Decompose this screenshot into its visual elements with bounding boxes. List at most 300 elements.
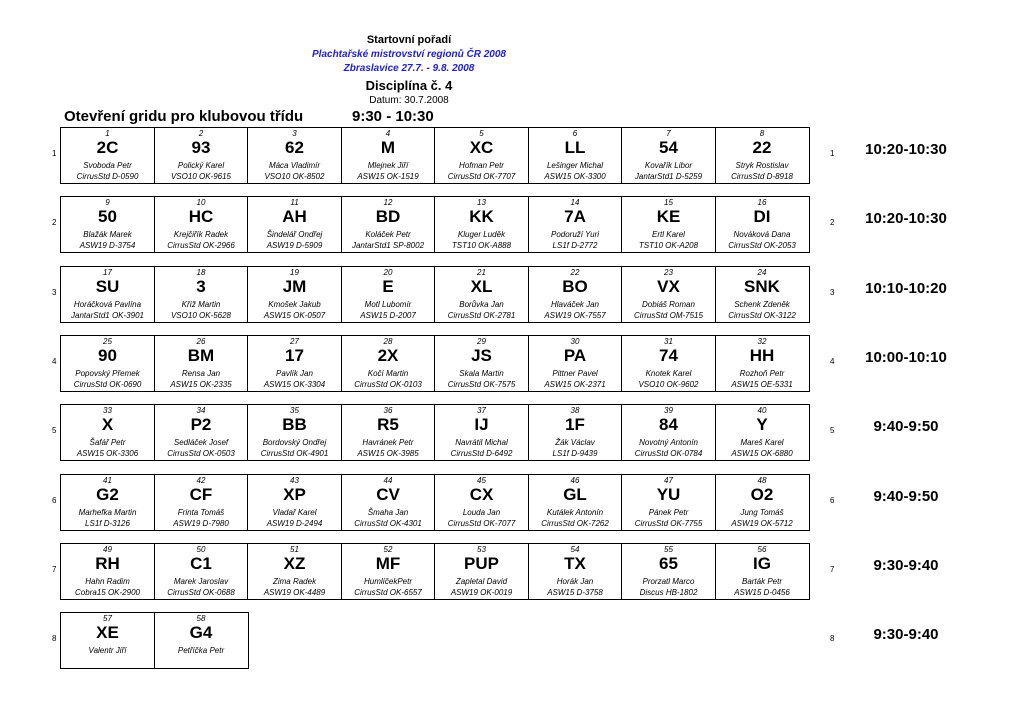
glider-registration: ASW15 OK-2335: [170, 380, 232, 389]
row-number-right: 4: [830, 357, 835, 366]
grid-cell: [621, 196, 716, 253]
start-number: 3: [292, 129, 297, 138]
competition-sign: 62: [285, 138, 304, 157]
glider-registration: JantarStd1 SP-8002: [351, 241, 425, 250]
grid-cell: [621, 266, 716, 323]
grid-cell: [247, 335, 342, 392]
discipline-title: Disciplína č. 4: [365, 78, 453, 93]
competition-sign: XC: [469, 138, 494, 157]
competition-sign: G4: [189, 623, 213, 642]
row-number-left: 8: [52, 634, 57, 643]
grid-cell: [528, 127, 623, 184]
pilot-name: Dobiáš Roman: [642, 300, 695, 309]
start-number: 5: [479, 129, 484, 138]
start-number: 7: [666, 129, 671, 138]
grid-cell: [60, 335, 155, 392]
pilot-name: Bordovský Ondřej: [262, 438, 327, 447]
pilot-name: Frinta Tomáš: [177, 508, 225, 517]
row-time-window: 10:20-10:30: [865, 210, 947, 227]
pilot-name: Havránek Petr: [362, 438, 414, 447]
pilot-name: Kutálek Antonín: [546, 508, 604, 517]
glider-registration: ASW15 OK-3306: [76, 449, 139, 458]
grid-cell: [715, 196, 810, 253]
grid-row: [60, 196, 808, 253]
glider-registration: ASW15 OK-0507: [263, 311, 326, 320]
grid-row: [60, 612, 247, 655]
glider-registration: CirrusStd OK-7755: [634, 519, 703, 528]
grid-cell: [154, 266, 249, 323]
glider-registration: ASW15 D-3758: [547, 588, 603, 597]
pilot-name: Zapletal David: [455, 577, 508, 586]
competition-sign: 93: [191, 138, 211, 157]
grid-cell: [621, 543, 716, 600]
start-number: 49: [103, 545, 112, 554]
glider-registration: ASW19 OK-4489: [263, 588, 326, 597]
start-number: 25: [103, 337, 112, 346]
start-number: 11: [290, 198, 299, 207]
competition-sign: Y: [756, 415, 768, 434]
glider-registration: ASW15 OK-2371: [544, 380, 606, 389]
competition-sign: YU: [656, 485, 681, 504]
start-number: 20: [383, 268, 393, 277]
pilot-name: Krejčiřík Radek: [173, 230, 229, 239]
start-number: 44: [383, 476, 393, 485]
grid-cell: [434, 127, 529, 184]
pilot-name: Marhefka Martin: [78, 508, 137, 517]
competition-sign: CX: [469, 485, 494, 504]
pilot-name: Rensa Jan: [181, 369, 221, 378]
grid-cell: [341, 335, 436, 392]
grid-cell: [341, 543, 436, 600]
pilot-name: Schenk Zdeněk: [734, 300, 790, 309]
competition-sign: DI: [753, 207, 771, 226]
glider-registration: CirrusStd OK-3122: [728, 311, 796, 320]
pilot-name: Vladař Karel: [272, 508, 317, 517]
competition-sign: 90: [98, 346, 117, 365]
glider-registration: ASW19 D-2494: [266, 519, 323, 528]
competition-sign: O2: [750, 485, 774, 504]
competition-place-dates: Zbraslavice 27.7. - 9.8. 2008: [343, 63, 475, 74]
start-number: 26: [196, 337, 206, 346]
grid-cell: [341, 266, 436, 323]
competition-sign: TX: [564, 554, 586, 573]
row-number-left: 3: [52, 288, 57, 297]
pilot-name: Knotek Karel: [645, 369, 692, 378]
grid-cell: [60, 543, 155, 600]
pilot-name: Nováková Dana: [733, 230, 791, 239]
competition-sign: 3: [196, 277, 206, 296]
discipline-date: Datum: 30.7.2008: [369, 95, 449, 106]
grid-cell: [434, 404, 529, 461]
competition-sign: IG: [753, 554, 771, 573]
row-time-window: 9:40-9:50: [873, 418, 939, 435]
glider-registration: CirrusStd OK-7262: [541, 519, 609, 528]
glider-registration: CirrusStd OK-0784: [634, 449, 703, 458]
start-number: 50: [196, 545, 206, 554]
glider-registration: ASW19 OK-7557: [544, 311, 606, 320]
competition-sign: VX: [657, 277, 680, 296]
glider-registration: ASW15 OK-1519: [357, 172, 419, 181]
pilot-name: Šindelář Ondřej: [266, 230, 323, 239]
glider-registration: CirrusStd OM-7515: [634, 311, 703, 320]
glider-registration: ASW15 OK-3300: [544, 172, 606, 181]
competition-sign: 65: [659, 554, 678, 573]
pilot-name: Šafář Petr: [89, 438, 126, 447]
document-title: Startovní pořadí: [366, 34, 452, 46]
pilot-name: Barták Petr: [741, 577, 782, 586]
glider-registration: VSO10 OK-5628: [170, 311, 232, 320]
row-number-right: 8: [830, 634, 835, 643]
pilot-name: Hlaváček Jan: [550, 300, 600, 309]
glider-registration: ASW15 D-2007: [360, 311, 416, 320]
pilot-name: Blažák Marek: [83, 230, 132, 239]
grid-cell: [60, 196, 155, 253]
competition-sign: 17: [285, 346, 304, 365]
competition-sign: KK: [469, 207, 494, 226]
grid-row: [60, 266, 808, 323]
start-number: 27: [290, 337, 299, 346]
grid-cell: [528, 474, 623, 531]
competition-sign: 22: [752, 138, 772, 157]
glider-registration: JantarStd1 OK-3901: [71, 311, 144, 320]
grid-cell: [621, 335, 716, 392]
row-number-left: 2: [52, 218, 57, 227]
competition-sign: SU: [95, 277, 120, 296]
grid-cell: [434, 543, 529, 600]
start-number: 2: [198, 129, 204, 138]
pilot-name: Kočí Martin: [367, 369, 409, 378]
glider-registration: Discus HB-1802: [639, 588, 698, 597]
pilot-name: Ertl Karel: [652, 230, 685, 239]
row-time-window: 10:00-10:10: [865, 349, 947, 366]
grid-cell: [60, 474, 155, 531]
glider-registration: ASW19 OK-5712: [731, 519, 793, 528]
start-number: 56: [757, 545, 767, 554]
start-number: 38: [570, 406, 580, 415]
competition-sign: 1F: [565, 415, 585, 434]
start-number: 13: [477, 198, 486, 207]
competition-sign: IJ: [474, 415, 489, 434]
glider-registration: VSO10 OK-9615: [170, 172, 232, 181]
row-time-window: 10:20-10:30: [865, 141, 947, 158]
row-time-window: 9:40-9:50: [873, 488, 939, 505]
competition-sign: RH: [95, 554, 120, 573]
glider-registration: CirrusStd OK-0688: [167, 588, 235, 597]
glider-registration: LS1f D-3126: [85, 519, 130, 528]
competition-sign: 50: [98, 207, 117, 226]
start-number: 45: [477, 476, 486, 485]
pilot-name: Sedláček Josef: [173, 438, 229, 447]
grid-cell: [247, 404, 342, 461]
row-time-window: 10:10-10:20: [865, 280, 947, 297]
start-number: 18: [196, 268, 206, 277]
grid-row: [60, 474, 808, 531]
pilot-name: Borůvka Jan: [459, 300, 504, 309]
competition-sign: BD: [375, 207, 401, 226]
competition-sign: JS: [471, 346, 492, 365]
pilot-name: Lešinger Michal: [546, 161, 604, 170]
grid-row: [60, 335, 808, 392]
competition-sign: XL: [470, 277, 493, 296]
start-number: 19: [290, 268, 299, 277]
glider-registration: CirrusStd OK-6557: [354, 588, 422, 597]
pilot-name: Žák Václav: [555, 438, 595, 447]
start-number: 10: [196, 198, 206, 207]
pilot-name: Kříž Martin: [181, 300, 221, 309]
pilot-name: Polický Karel: [177, 161, 225, 170]
pilot-name: Svoboda Petr: [83, 161, 132, 170]
pilot-name: Popovský Přemek: [75, 369, 140, 378]
glider-registration: CirrusStd OK-4301: [354, 519, 422, 528]
glider-registration: JantarStd1 D-5259: [634, 172, 703, 181]
start-number: 24: [757, 268, 767, 277]
grid-cell: [621, 127, 716, 184]
row-number-right: 3: [830, 288, 835, 297]
competition-sign: XZ: [283, 554, 306, 573]
row-number-left: 1: [52, 149, 57, 158]
pilot-name: Pittner Pavel: [552, 369, 598, 378]
glider-registration: ASW19 D-3754: [79, 241, 136, 250]
start-number: 43: [290, 476, 299, 485]
grid-cell: [247, 543, 342, 600]
grid-cell: [528, 404, 623, 461]
grid-cell: [528, 335, 623, 392]
pilot-name: Louda Jan: [462, 508, 501, 517]
start-number: 21: [477, 268, 486, 277]
start-number: 12: [383, 198, 393, 207]
start-number: 6: [572, 129, 578, 138]
grid-cell: [528, 196, 623, 253]
competition-sign: MF: [375, 554, 401, 573]
grid-cell: [434, 266, 529, 323]
competition-sign: HH: [749, 346, 775, 365]
start-number: 54: [570, 545, 580, 554]
start-number: 29: [477, 337, 486, 346]
glider-registration: ASW19 D-5909: [266, 241, 323, 250]
glider-registration: ASW15 OK-3304: [263, 380, 326, 389]
grid-cell: [247, 196, 342, 253]
glider-registration: CirrusStd OK-0690: [73, 380, 142, 389]
row-number-right: 1: [830, 149, 835, 158]
grid-cell: [154, 196, 249, 253]
glider-registration: ASW19 OK-0019: [450, 588, 513, 597]
glider-registration: CirrusStd OK-7077: [447, 519, 516, 528]
start-number: 28: [383, 337, 393, 346]
start-number: 36: [383, 406, 393, 415]
grid-cell: [60, 127, 155, 184]
glider-registration: CirrusStd OK-2781: [447, 311, 516, 320]
grid-cell: [715, 543, 810, 600]
pilot-name: Podoruží Yuri: [550, 230, 600, 239]
start-number: 55: [664, 545, 673, 554]
pilot-name: HumlíčekPetr: [363, 577, 412, 586]
start-number: 30: [570, 337, 580, 346]
competition-sign: X: [101, 415, 114, 434]
competition-sign: XE: [96, 623, 119, 642]
glider-registration: LS1f D-2772: [552, 241, 598, 250]
pilot-name: Hahn Radim: [85, 577, 130, 586]
pilot-name: Prorzatl Marco: [642, 577, 695, 586]
glider-registration: VSO10 OK-8502: [264, 172, 325, 181]
competition-sign: C1: [190, 554, 212, 573]
glider-registration: CirrusStd D-6492: [450, 449, 513, 458]
grid-cell: [154, 612, 249, 669]
pilot-name: Zima Radek: [272, 577, 317, 586]
grid-section-label: Otevření gridu pro klubovou třídu: [64, 108, 304, 125]
grid-row: [60, 127, 808, 184]
start-number: 52: [383, 545, 393, 554]
glider-registration: TST10 OK-A888: [451, 241, 512, 250]
glider-registration: CirrusStd OK-7707: [447, 172, 516, 181]
start-number: 31: [664, 337, 673, 346]
competition-sign: 7A: [564, 207, 586, 226]
competition-sign: BM: [187, 346, 215, 365]
glider-registration: CirrusStd D-8918: [731, 172, 793, 181]
pilot-name: Stryk Rostislav: [735, 161, 789, 170]
start-number: 40: [757, 406, 767, 415]
glider-registration: ASW15 OE-5331: [731, 380, 793, 389]
pilot-name: Jung Tomáš: [740, 508, 784, 517]
pilot-name: Skala Martin: [459, 369, 504, 378]
glider-registration: CirrusStd OK-0503: [167, 449, 235, 458]
grid-cell: [434, 196, 529, 253]
start-number: 41: [103, 476, 112, 485]
row-number-left: 6: [52, 496, 57, 505]
pilot-name: Pánek Petr: [648, 508, 689, 517]
grid-cell: [621, 404, 716, 461]
glider-registration: ASW15 OK-3985: [357, 449, 419, 458]
grid-row: [60, 543, 808, 600]
start-number: 51: [290, 545, 299, 554]
pilot-name: Hofman Petr: [459, 161, 504, 170]
grid-cell: [434, 474, 529, 531]
pilot-name: Horák Jan: [556, 577, 594, 586]
competition-sign: CF: [189, 485, 213, 504]
row-number-right: 7: [830, 565, 835, 574]
grid-cell: [528, 543, 623, 600]
pilot-name: Kmošek Jakub: [268, 300, 321, 309]
grid-cell: [715, 335, 810, 392]
glider-registration: CirrusStd D-0590: [76, 172, 139, 181]
start-number: 17: [103, 268, 112, 277]
grid-cell: [715, 404, 810, 461]
glider-registration: VSO10 OK-9602: [638, 380, 699, 389]
competition-sign: E: [382, 277, 394, 296]
start-number: 37: [477, 406, 486, 415]
competition-name: Plachtařské mistrovství regionů ČR 2008: [312, 49, 506, 60]
pilot-name: Máca Vladimír: [268, 161, 321, 170]
start-number: 16: [757, 198, 767, 207]
pilot-name: Koláček Petr: [365, 230, 411, 239]
competition-sign: XP: [283, 485, 306, 504]
pilot-name: Mlejnek Jiří: [367, 161, 409, 170]
grid-cell: [154, 127, 249, 184]
pilot-name: Šmaha Jan: [367, 508, 409, 517]
row-time-window: 9:30-9:40: [873, 626, 939, 643]
start-number: 32: [757, 337, 767, 346]
grid-cell: [154, 474, 249, 531]
row-number-left: 5: [52, 426, 57, 435]
start-number: 57: [103, 614, 112, 623]
pilot-name: Pavlík Jan: [276, 369, 313, 378]
glider-registration: ASW15 D-0456: [734, 588, 790, 597]
pilot-name: Horáčková Pavlína: [73, 300, 142, 309]
grid-cell: [341, 404, 436, 461]
grid-cell: [154, 543, 249, 600]
competition-sign: AH: [282, 207, 307, 226]
grid-cell: [621, 474, 716, 531]
pilot-name: Valentr Jiří: [88, 646, 127, 655]
grid-cell: [154, 335, 249, 392]
grid-cell: [341, 127, 436, 184]
grid-cell: [60, 612, 155, 669]
row-number-right: 6: [830, 496, 835, 505]
glider-registration: ASW19 D-7980: [173, 519, 229, 528]
glider-registration: Cobra15 OK-2900: [75, 588, 140, 597]
pilot-name: Petříčka Petr: [177, 646, 225, 655]
grid-cell: [247, 127, 342, 184]
competition-sign: JM: [282, 277, 307, 296]
competition-sign: HC: [188, 207, 214, 226]
start-number: 33: [103, 406, 112, 415]
competition-sign: CV: [376, 485, 400, 504]
glider-registration: ASW15 OK-6880: [731, 449, 793, 458]
start-number: 42: [196, 476, 206, 485]
glider-registration: CirrusStd OK-2966: [167, 241, 235, 250]
start-number: 15: [664, 198, 673, 207]
competition-sign: 2X: [377, 346, 399, 365]
start-number: 1: [105, 129, 110, 138]
grid-cell: [247, 474, 342, 531]
grid-cell: [247, 266, 342, 323]
start-number: 47: [664, 476, 673, 485]
competition-sign: R5: [377, 415, 399, 434]
competition-sign: BB: [282, 415, 307, 434]
competition-sign: 2C: [96, 138, 119, 157]
start-number: 34: [196, 406, 206, 415]
start-number: 23: [664, 268, 673, 277]
row-number-left: 7: [52, 565, 57, 574]
glider-registration: CirrusStd OK-0103: [354, 380, 422, 389]
grid-cell: [341, 196, 436, 253]
row-number-right: 5: [830, 426, 835, 435]
pilot-name: Navrátil Michal: [455, 438, 508, 447]
competition-sign: SNK: [744, 277, 780, 296]
competition-sign: LL: [564, 138, 586, 157]
competition-sign: 84: [659, 415, 678, 434]
pilot-name: Kovařík Libor: [644, 161, 693, 170]
row-number-left: 4: [52, 357, 57, 366]
pilot-name: Motl Lubomír: [364, 300, 412, 309]
start-number: 53: [477, 545, 486, 554]
grid-cell: [60, 266, 155, 323]
start-number: 46: [570, 476, 580, 485]
start-number: 39: [664, 406, 673, 415]
grid-cell: [341, 474, 436, 531]
grid-section-time: 9:30 - 10:30: [352, 108, 434, 125]
start-number: 35: [290, 406, 299, 415]
start-number: 48: [757, 476, 767, 485]
start-number: 58: [196, 614, 206, 623]
competition-sign: BO: [562, 277, 588, 296]
grid-row: [60, 404, 808, 461]
row-number-right: 2: [830, 218, 835, 227]
competition-sign: KE: [656, 207, 681, 226]
glider-registration: TST10 OK-A208: [638, 241, 699, 250]
competition-sign: PA: [563, 346, 587, 365]
grid-cell: [528, 266, 623, 323]
competition-sign: G2: [96, 485, 119, 504]
